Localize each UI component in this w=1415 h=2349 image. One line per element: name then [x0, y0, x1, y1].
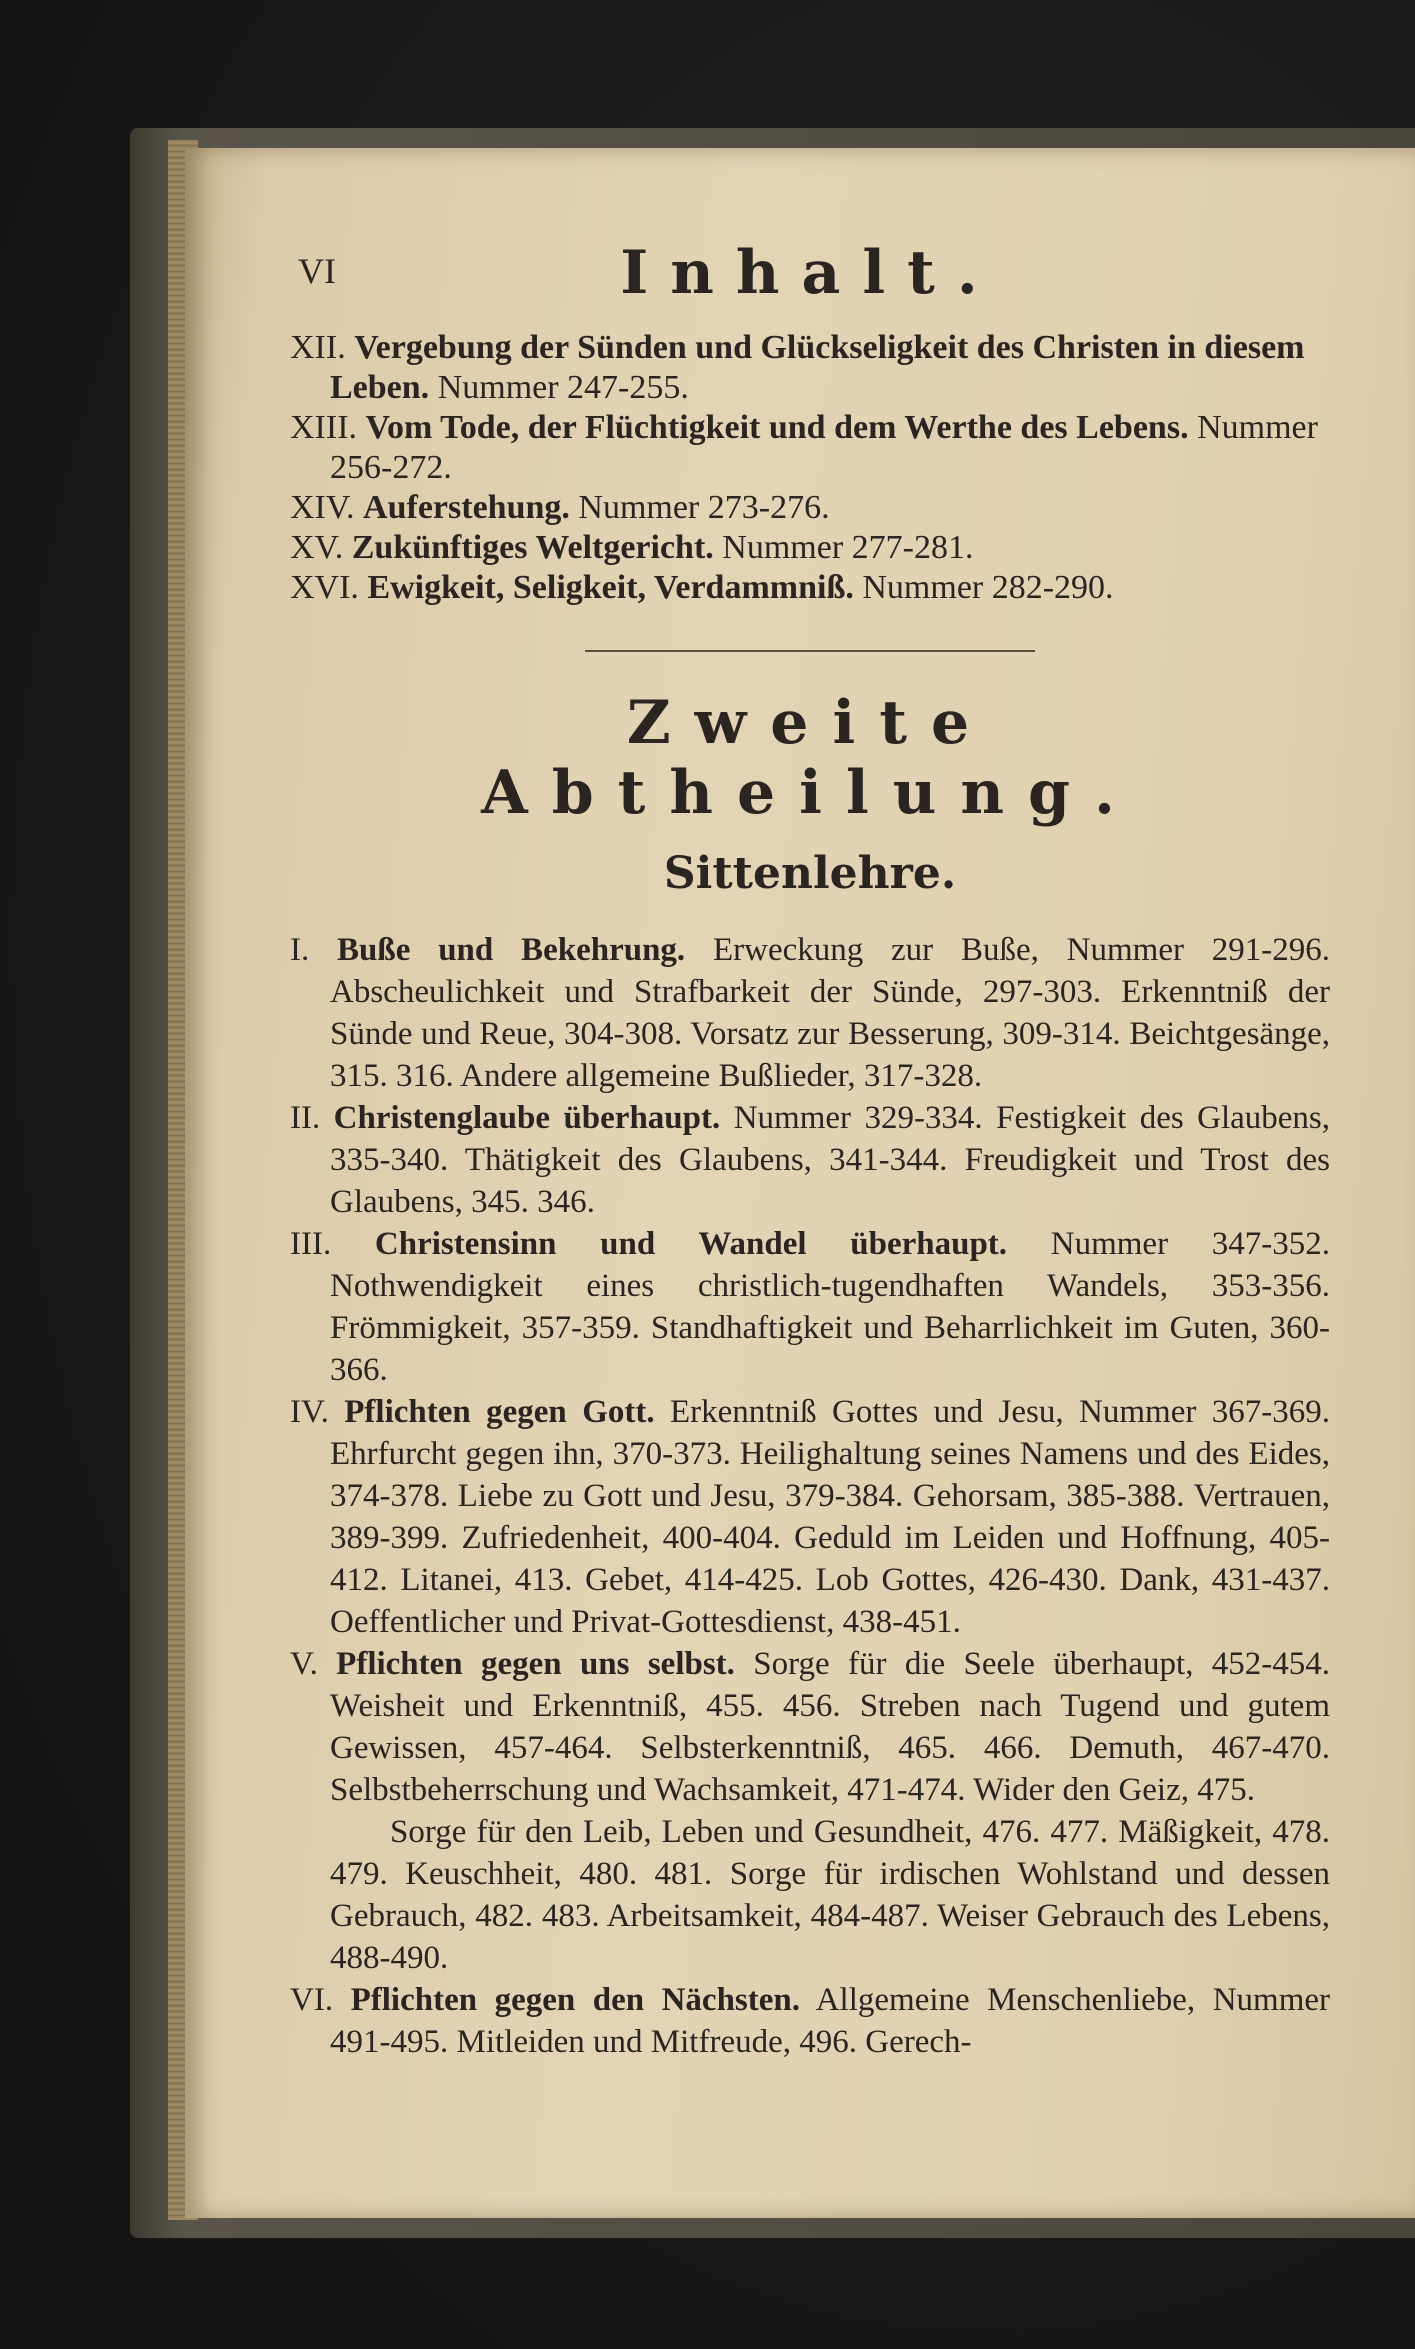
entry-title: Pflichten gegen uns selbst. — [336, 1646, 735, 1682]
second-part-list — [290, 929, 1330, 2063]
entry-title: Christenglaube überhaupt. — [333, 1100, 721, 1136]
book-page — [185, 148, 1415, 2218]
entry-title: Pflichten gegen den Nächsten. — [350, 1982, 801, 2018]
entry-number: V. — [290, 1646, 318, 1682]
toc-item — [290, 528, 1330, 568]
toc-entry — [290, 1979, 1330, 2063]
toc-item-number: XIV. — [290, 489, 355, 526]
toc-item — [290, 328, 1330, 408]
subsection-title: Sittenlehre. — [663, 848, 957, 899]
toc-item-number: XIII. — [290, 409, 358, 446]
toc-item-ref: Nummer 282-290. — [862, 569, 1114, 606]
first-part-list — [290, 328, 1330, 608]
page-header — [290, 238, 1330, 328]
entry-number: II. — [290, 1100, 321, 1136]
toc-item-title: Zukünftiges Weltgericht. — [351, 529, 714, 566]
entry-title: Christensinn und Wandel überhaupt. — [374, 1226, 1008, 1262]
entry-number: III. — [290, 1226, 332, 1262]
toc-item-ref: Nummer 277-281. — [722, 529, 974, 566]
toc-entry-continuation — [290, 1811, 1330, 1979]
toc-entry — [290, 1097, 1330, 1223]
toc-item-title: Auferstehung. — [363, 489, 570, 526]
entry-title: Buße und Bekehrung. — [337, 932, 686, 968]
entry-number: VI. — [290, 1982, 334, 2018]
entry-number: IV. — [290, 1394, 329, 1430]
entry-text: Nummer 329-334. Festigkeit des Glaubens, 335-340. Thätigkeit des Glaubens, 341-344. Freudigkeit und Trost des Glaubens, 345. 346. — [330, 1100, 1331, 1220]
entry-text: Sorge für die Seele überhaupt, 452-454. Weisheit und Erkenntniß, 455. 456. Streben nach Tugend und gutem Gewissen, 457-464. Selbsterkenntniß, 465. 466. Demuth, 467-470. Selbstbeherrschung und Wachsamkeit, 471-474. Wider den Geiz, 475. — [330, 1646, 1331, 1808]
toc-item — [290, 568, 1330, 608]
toc-entry — [290, 1223, 1330, 1391]
entry-text: Nummer 347-352. Nothwendigkeit eines christlich-tugendhaften Wandels, 353-356. Frömmigkeit, 357-359. Standhaftigkeit und Beharrlichkeit im Guten, 360-366. — [330, 1226, 1330, 1388]
toc-entry — [290, 1391, 1330, 1643]
toc-item-number: XVI. — [290, 569, 359, 606]
toc-item — [290, 408, 1330, 488]
entry-number: I. — [290, 932, 310, 968]
toc-entry — [290, 929, 1330, 1097]
toc-item-number: XII. — [290, 329, 346, 366]
entry-text: Erkenntniß Gottes und Jesu, Nummer 367-369. Ehrfurcht gegen ihn, 370-373. Heilighaltung seines Namens und des Eides, 374-378. Liebe zu Gott und Jesu, 379-384. Gehorsam, 385-388. Vertrauen, 389-399. Zufriedenheit, 400-404. Geduld im Leiden und Hoffnung, 405-412. Litanei, 413. Gebet, 414-425. Lob Gottes, 426-430. Dank, 431-437. Oeffentlicher und Privat-Gottesdienst, 438-451. — [330, 1394, 1330, 1640]
page-number: VI — [298, 251, 336, 291]
entry-text: Allgemeine Menschenliebe, Nummer 491-495. Mitleiden und Mitfreude, 496. Gerech- — [330, 1982, 1330, 2060]
entry-text: Erweckung zur Buße, Nummer 291-296. Abscheulichkeit und Strafbarkeit der Sünde, 297-303. Erkenntniß der Sünde und Reue, 304-308. Vorsatz zur Besserung, 309-314. Beichtgesänge, 315. 316. Andere allgemeine Bußlieder, 317-328. — [330, 932, 1330, 1094]
running-title: Inhalt. — [620, 238, 1000, 308]
toc-item-ref: Nummer 273-276. — [578, 489, 830, 526]
toc-item — [290, 488, 1330, 528]
toc-item-title: Ewigkeit, Seligkeit, Verdammniß. — [367, 569, 854, 606]
section-divider — [585, 650, 1035, 652]
toc-item-ref: Nummer 256-272. — [330, 409, 1318, 486]
entry-text: Sorge für den Leib, Leben und Gesundheit, 476. 477. Mäßigkeit, 478. 479. Keuschheit, 480. 481. Sorge für irdischen Wohlstand und dessen Gebrauch, 482. 483. Arbeitsamkeit, 484-487. Weiser Gebrauch des Lebens, 488-490. — [330, 1814, 1330, 1976]
toc-item-title: Vom Tode, der Flüchtigkeit und dem Werthe des Lebens. — [365, 409, 1189, 446]
toc-item-title: Vergebung der Sünden und Glückseligkeit des Christen in diesem Leben. — [330, 329, 1305, 406]
entry-title: Pflichten gegen Gott. — [344, 1394, 655, 1430]
toc-item-ref: Nummer 247-255. — [437, 369, 689, 406]
page-content — [290, 238, 1330, 2063]
toc-item-number: XV. — [290, 529, 344, 566]
toc-entry — [290, 1643, 1330, 1811]
section-title: Zweite Abtheilung. — [481, 688, 1139, 828]
